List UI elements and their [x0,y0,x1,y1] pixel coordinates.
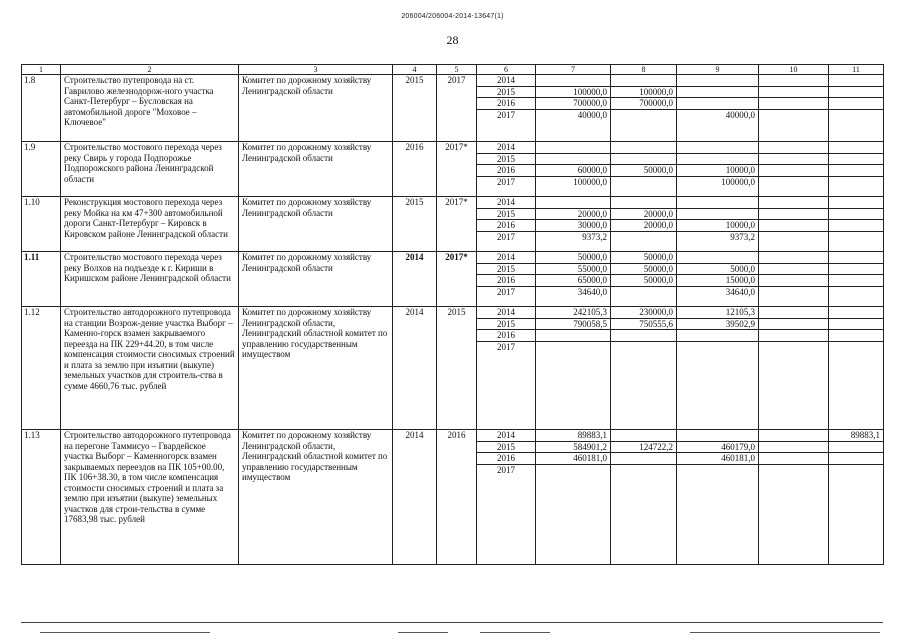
regional-amount [677,153,759,165]
column-number: 1 [22,65,61,75]
local-amount [759,275,829,287]
regional-amount: 5000,0 [677,263,759,275]
federal-amount [611,75,677,87]
year: 2015 [477,441,536,453]
end-year: 2017* [437,197,477,252]
total-amount [536,142,611,154]
year: 2017 [477,464,536,565]
local-amount [759,231,829,252]
local-amount [759,263,829,275]
end-year: 2016 [437,430,477,565]
year: 2017 [477,109,536,142]
other-amount [829,464,884,565]
page-edge-marks [0,632,905,640]
federal-amount: 50000,0 [611,263,677,275]
regional-amount [677,197,759,209]
other-amount [829,75,884,87]
project-number: 1.9 [22,142,61,197]
local-amount [759,165,829,177]
total-amount: 460181,0 [536,453,611,465]
year: 2014 [477,307,536,319]
table-row [22,142,884,154]
regional-amount [677,464,759,565]
table-row [22,252,884,264]
project-name: Строительство мостового перехода через реку Свирь у города Подпорожье Подпорожского района Ленинградской области [61,142,239,197]
regional-amount [677,208,759,220]
other-amount [829,220,884,232]
responsible-agency: Комитет по дорожному хозяйству Ленинградской области [239,197,393,252]
year: 2015 [477,318,536,330]
project-name: Строительство путепровода на ст. Гаврилово железнодорож-ного участка Санкт-Петербург – Бусловская на автомобильной дороге "Моховое – Ключевое" [61,75,239,142]
project-number: 1.13 [22,430,61,565]
project-name: Строительство мостового перехода через реку Волхов на подъезде к г. Кириши в Киришском районе Ленинградской области [61,252,239,307]
program-table [21,64,884,565]
year: 2016 [477,330,536,342]
column-number: 7 [536,65,611,75]
total-amount [536,341,611,430]
local-amount [759,86,829,98]
other-amount [829,252,884,264]
other-amount [829,453,884,465]
column-number: 6 [477,65,536,75]
federal-amount [611,197,677,209]
column-number-row [22,65,884,75]
regional-amount: 15000,0 [677,275,759,287]
column-number: 8 [611,65,677,75]
year: 2015 [477,208,536,220]
local-amount [759,142,829,154]
end-year: 2017* [437,142,477,197]
total-amount: 100000,0 [536,86,611,98]
year: 2016 [477,98,536,110]
total-amount: 700000,0 [536,98,611,110]
federal-amount: 50000,0 [611,252,677,264]
federal-amount [611,453,677,465]
federal-amount [611,231,677,252]
table-row [22,430,884,442]
regional-amount: 9373,2 [677,231,759,252]
responsible-agency: Комитет по дорожному хозяйству Ленинградской области [239,142,393,197]
other-amount [829,109,884,142]
other-amount [829,341,884,430]
table-row [22,197,884,209]
end-year: 2017 [437,75,477,142]
year: 2014 [477,430,536,442]
column-number: 10 [759,65,829,75]
local-amount [759,330,829,342]
start-year: 2014 [393,307,437,430]
responsible-agency: Комитет по дорожному хозяйству Ленинградской области [239,252,393,307]
year: 2016 [477,165,536,177]
federal-amount: 100000,0 [611,86,677,98]
other-amount [829,153,884,165]
regional-amount [677,430,759,442]
total-amount: 100000,0 [536,176,611,197]
federal-amount [611,464,677,565]
total-amount: 30000,0 [536,220,611,232]
year: 2017 [477,286,536,307]
end-year: 2017* [437,252,477,307]
year: 2016 [477,220,536,232]
other-amount [829,231,884,252]
federal-amount: 124722,2 [611,441,677,453]
local-amount [759,220,829,232]
regional-amount [677,86,759,98]
year: 2015 [477,86,536,98]
total-amount [536,75,611,87]
local-amount [759,307,829,319]
year: 2014 [477,197,536,209]
year: 2014 [477,142,536,154]
year: 2016 [477,275,536,287]
federal-amount [611,109,677,142]
project-number: 1.12 [22,307,61,430]
total-amount [536,464,611,565]
local-amount [759,153,829,165]
other-amount [829,318,884,330]
year: 2015 [477,263,536,275]
other-amount [829,176,884,197]
total-amount: 40000,0 [536,109,611,142]
local-amount [759,197,829,209]
project-number: 1.10 [22,197,61,252]
page-number: 28 [446,33,459,47]
regional-amount: 10000,0 [677,165,759,177]
start-year: 2014 [393,430,437,565]
regional-amount: 34640,0 [677,286,759,307]
other-amount [829,208,884,220]
local-amount [759,441,829,453]
responsible-agency: Комитет по дорожному хозяйству Ленинградской области, Ленинградский областной комитет по управлению государственным имуществом [239,307,393,430]
other-amount [829,286,884,307]
local-amount [759,252,829,264]
local-amount [759,176,829,197]
regional-amount: 100000,0 [677,176,759,197]
local-amount [759,98,829,110]
other-amount [829,263,884,275]
column-number: 11 [829,65,884,75]
regional-amount: 39502,9 [677,318,759,330]
other-amount: 89883,1 [829,430,884,442]
regional-amount: 460179,0 [677,441,759,453]
project-number: 1.8 [22,75,61,142]
regional-amount: 460181,0 [677,453,759,465]
year: 2017 [477,341,536,430]
table-bottom-rule [21,622,883,624]
table-row [22,75,884,87]
year: 2017 [477,231,536,252]
total-amount: 50000,0 [536,252,611,264]
start-year: 2016 [393,142,437,197]
regional-amount [677,330,759,342]
regional-amount: 40000,0 [677,109,759,142]
federal-amount: 50000,0 [611,275,677,287]
table-row [22,307,884,319]
federal-amount: 230000,0 [611,307,677,319]
total-amount [536,197,611,209]
total-amount: 34640,0 [536,286,611,307]
federal-amount: 750555,6 [611,318,677,330]
local-amount [759,109,829,142]
federal-amount: 20000,0 [611,220,677,232]
project-name: Строительство автодорожного путепровода на станции Возрож-дение участка Выборг – Каменно-горск взамен закрываемого переезда на ПК 229+44.20, в том числе компенсация стоимости сносимых строений и плата за землю при изъятии (выкупе) земельных участков для строитель-ства в сумме 4660,76 тыс. рублей [61,307,239,430]
responsible-agency: Комитет по дорожному хозяйству Ленинградской области, Ленинградский областной комитет по управлению государственным имуществом [239,430,393,565]
total-amount [536,330,611,342]
regional-amount [677,341,759,430]
total-amount: 20000,0 [536,208,611,220]
project-name: Реконструкция мостового перехода через реку Мойка на км 47+300 автомобильной дороги Санкт-Петербург – Кировск в Кировском районе Ленинградской области [61,197,239,252]
other-amount [829,165,884,177]
end-year: 2015 [437,307,477,430]
local-amount [759,318,829,330]
federal-amount: 20000,0 [611,208,677,220]
year: 2014 [477,252,536,264]
column-number: 3 [239,65,393,75]
regional-amount: 12105,3 [677,307,759,319]
total-amount: 9373,2 [536,231,611,252]
start-year: 2015 [393,197,437,252]
year: 2017 [477,176,536,197]
other-amount [829,441,884,453]
start-year: 2015 [393,75,437,142]
total-amount: 790058,5 [536,318,611,330]
document-id: 206004/206004-2014-13647(1) [401,13,504,20]
local-amount [759,341,829,430]
local-amount [759,75,829,87]
other-amount [829,86,884,98]
local-amount [759,430,829,442]
federal-amount [611,176,677,197]
federal-amount [611,430,677,442]
project-name: Строительство автодорожного путепровода на перегоне Таммисуо – Гвардейское участка Выборг – Каменногорск взамен закрываемых переездов на ПК 105+00.00, ПК 106+38.30, в том числе компенсация стоимости сносимых строений и плата за землю при изъятии (выкупе) земельных участков для строи-тельства в сумме 17683,98 тыс. рублей [61,430,239,565]
federal-amount [611,341,677,430]
federal-amount [611,286,677,307]
column-number: 9 [677,65,759,75]
federal-amount: 50000,0 [611,165,677,177]
federal-amount [611,330,677,342]
total-amount [536,153,611,165]
total-amount: 60000,0 [536,165,611,177]
regional-amount [677,98,759,110]
other-amount [829,307,884,319]
total-amount: 242105,3 [536,307,611,319]
year: 2014 [477,75,536,87]
regional-amount [677,75,759,87]
project-number: 1.11 [22,252,61,307]
other-amount [829,275,884,287]
start-year: 2014 [393,252,437,307]
local-amount [759,286,829,307]
other-amount [829,197,884,209]
other-amount [829,142,884,154]
local-amount [759,464,829,565]
federal-amount: 700000,0 [611,98,677,110]
federal-amount [611,153,677,165]
column-number: 4 [393,65,437,75]
other-amount [829,330,884,342]
responsible-agency: Комитет по дорожному хозяйству Ленинградской области [239,75,393,142]
regional-amount: 10000,0 [677,220,759,232]
total-amount: 584901,2 [536,441,611,453]
year: 2015 [477,153,536,165]
year: 2016 [477,453,536,465]
local-amount [759,208,829,220]
local-amount [759,453,829,465]
regional-amount [677,142,759,154]
total-amount: 55000,0 [536,263,611,275]
column-number: 2 [61,65,239,75]
regional-amount [677,252,759,264]
other-amount [829,98,884,110]
total-amount: 89883,1 [536,430,611,442]
federal-amount [611,142,677,154]
column-number: 5 [437,65,477,75]
total-amount: 65000,0 [536,275,611,287]
